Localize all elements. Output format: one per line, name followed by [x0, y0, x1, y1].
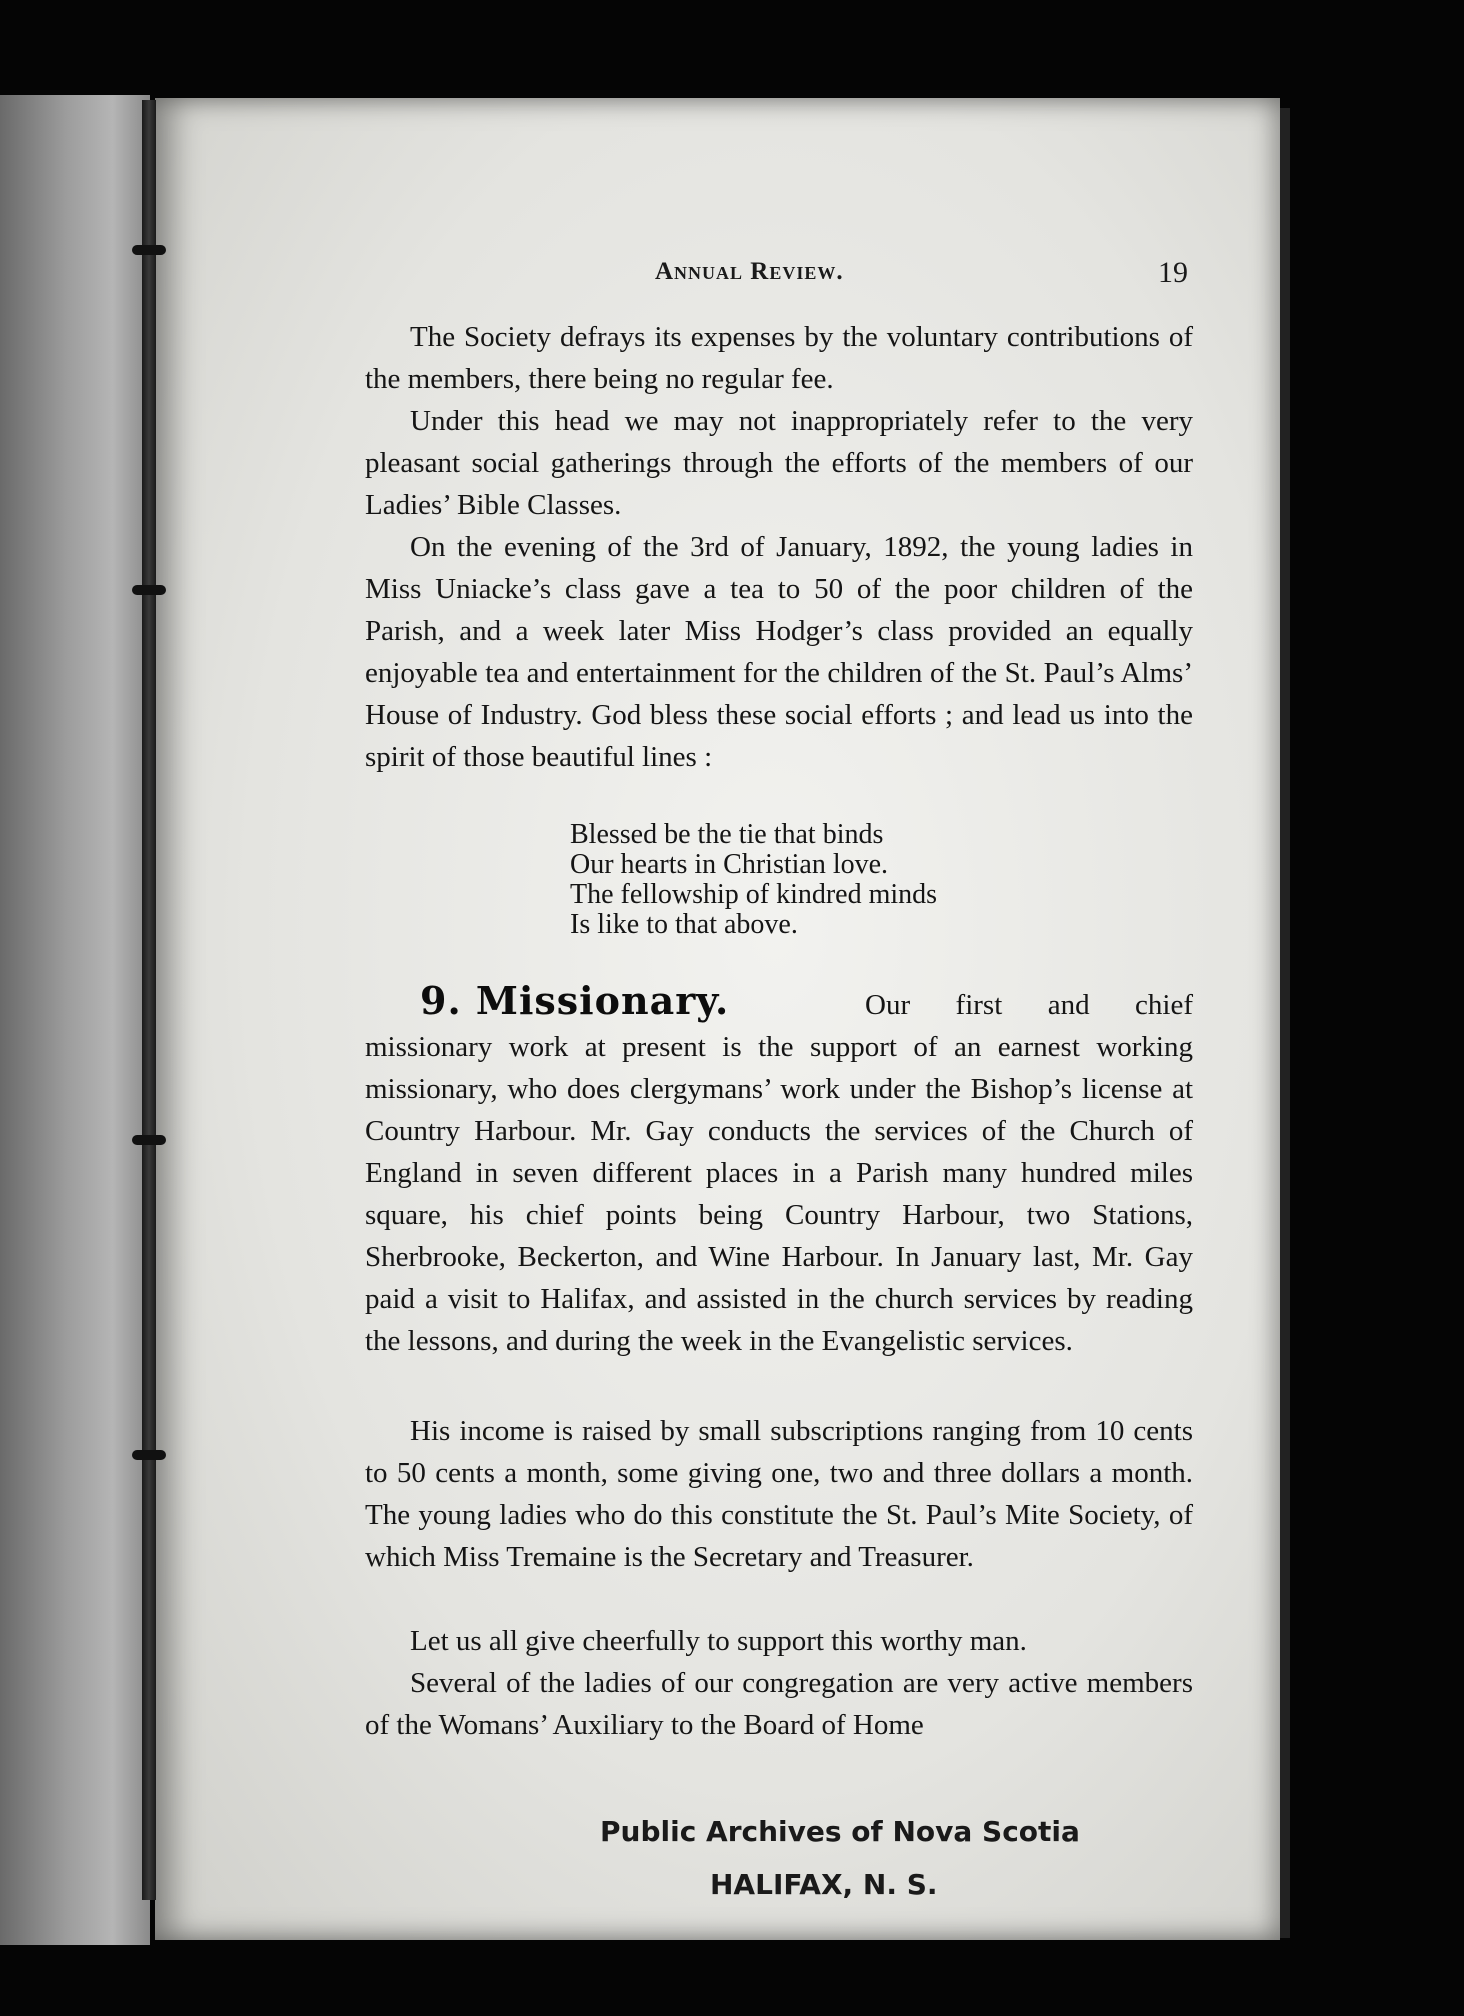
archive-stamp-line2: HALIFAX, N. S.	[710, 1868, 938, 1901]
page-right-shadow	[1280, 108, 1290, 1938]
paragraph-womans-auxiliary: Several of the ladies of our congregation are very active members of the Womans’ Auxiliary to the Board of Home	[365, 1667, 1193, 1741]
binding-stitch	[132, 245, 166, 255]
paragraph-income: His income is raised by small subscriptions ranging from 10 cents to 50 cents a month, some giving one, two and three dollars a month. The young ladies who do this constitute the St. Paul’s Mite Society, of which Miss Tremaine is the Secretary and Treasurer.	[365, 1415, 1193, 1573]
poem	[570, 820, 937, 940]
archive-stamp-line1: Public Archives of Nova Scotia	[600, 1815, 1080, 1848]
adjacent-page-edge	[0, 95, 150, 1945]
section-heading-missionary: 9. Missionary.	[420, 978, 730, 1023]
binding-stitch	[132, 585, 166, 595]
poem-line: The fellowship of kindred minds	[570, 879, 938, 910]
paragraph-social-gatherings: Under this head we may not inappropriately refer to the very pleasant social gatherings through the efforts of the members of our Ladies’ Bible Classes.	[365, 405, 1193, 521]
paragraph-give-cheerfully: Let us all give cheerfully to support this worthy man.	[410, 1625, 1027, 1657]
running-title: Annual Review.	[655, 258, 844, 285]
poem-line: Our hearts in Christian love.	[570, 849, 889, 880]
paragraph-tea-events: On the evening of the 3rd of January, 1892, the young ladies in Miss Uniacke’s class gave a tea to 50 of the poor children of the Parish, and a week later Miss Hodger’s class provided an equally enjoyable tea and entertainment for the children of the St. Paul’s Alms’ House of Industry. God bless these social efforts ; and lead us into the spirit of those beautiful lines :	[365, 531, 1193, 773]
paragraph-missionary-work: Our first and chief missionary work at present is the support of an earnest working missionary, who does clergymans’ work under the Bishop’s license at Country Harbour. Mr. Gay conducts the services of the Church of England in seven different places in a Parish many hundred miles square, his chief points being Country Harbour, two Stations, Sherbrooke, Beckerton, and Wine Harbour. In January last, Mr. Gay paid a visit to Halifax, and assisted in the church services by reading the lessons, and during the week in the Evangelistic services.	[365, 989, 1193, 1357]
page-number: 19	[1158, 256, 1188, 289]
paragraph-society-expenses: The Society defrays its expenses by the voluntary contributions of the members, there being no regular fee.	[365, 321, 1193, 395]
binding-stitch	[132, 1135, 166, 1145]
binding-stitch	[132, 1450, 166, 1460]
binding-spine	[142, 100, 156, 1900]
poem-line: Is like to that above.	[570, 909, 798, 940]
poem-line: Blessed be the tie that binds	[570, 819, 884, 850]
